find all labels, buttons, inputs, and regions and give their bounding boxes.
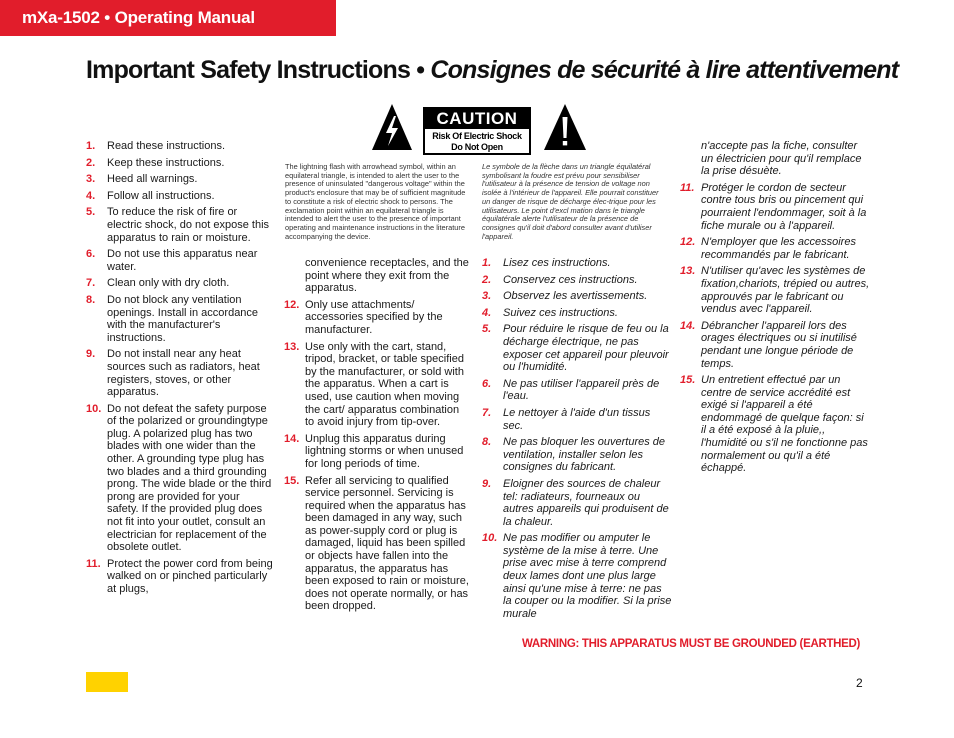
- exclamation-triangle-icon: [542, 102, 588, 152]
- lightning-triangle-icon: [370, 102, 414, 152]
- list-item: 4. Follow all instructions.: [86, 189, 215, 202]
- symbol-note-english: The lightning flash with arrowhead symbol, within an equilateral triangle, is intended to alert the user to the presence of uninsulated "dangerous voltage" within the product's enclosure that may be of sufficient magnitude to constitute a risk of electric shock to persons. The exclamation point within an equilateral triangle is intended to alert the user to the presence of important operating and maintenance instructions in the literature accompanying the device.: [285, 162, 466, 241]
- list-item: 15. Un entretient effectué par un centre de service accrédité est exigé si l'appareil a été endommagé de quelque façon: si il a été exposé à la pluie,, l'humidité ou s'il ne fonctionne pas normalement ou qu'il a été échappé.: [680, 374, 868, 475]
- list-item: 5. To reduce the risk of fire or electric shock, do not expose this apparatus to rain or moisture.: [86, 206, 270, 244]
- footer-color-block: [86, 672, 128, 692]
- english-instructions-column-1: [86, 140, 274, 600]
- list-item: 12. N'employer que les accessoires recommandés par le fabricant.: [680, 236, 856, 261]
- list-item: 2. Keep these instructions.: [86, 156, 225, 169]
- caution-label: [423, 107, 531, 155]
- list-item: 3. Observez les avertissements.: [482, 290, 648, 303]
- list-item: 15. Refer all servicing to qualified service personnel. Servicing is required when the apparatus has been damaged in any way, such as power-supply cord or plug is damaged, liquid has been spilled or objects have fallen into the apparatus, the apparatus has been exposed to rain or moisture, does not operate normally, or has been dropped.: [284, 474, 469, 613]
- caution-line-2: Do Not Open: [451, 141, 503, 152]
- list-item: 3. Heed all warnings.: [86, 173, 198, 186]
- list-item: 13. N'utiliser qu'avec les systèmes de fixation,chariots, trépied ou autres, approuvés par le fabricant ou vendus avec l'appareil.: [680, 265, 870, 316]
- list-item: 9. Eloigner des sources de chaleur tel: radiateurs, fourneaux ou autres appareils qui produisent de la chaleur.: [482, 477, 669, 528]
- list-item: 1. Read these instructions.: [86, 140, 226, 152]
- symbol-note-french: Le symbole de la flèche dans un triangle équilatéral symbolisant la foudre est prévu pour sensibiliser l'utilisateur à la présence de tension de voltage non isolée à l'intérieur de l'appareil. Elle pourrait constituer un danger de risque de décharge élec-trique pour les utilisateurs. Le point d'excl mation dans le triangle équilatérale alerte l'utilisateur de la présence de consignes qu'il doit d'abord consulter avant d'utiliser l'appareil.: [482, 162, 659, 241]
- page-title: [86, 56, 926, 85]
- list-item: 7. Clean only with dry cloth.: [86, 277, 230, 290]
- list-item: 14. Unplug this apparatus during lightning storms or when unused for long periods of time.: [284, 432, 464, 470]
- list-item: 8. Ne pas bloquer les ouvertures de ventilation, installer selon les consignes du fabricant.: [482, 436, 666, 474]
- list-item: 10. Ne pas modifier ou amputer le système de la mise à terre. Une prise avec mise à terre comprend deux lames dont une plus large ainsi qu'une mise à terre: ne pas la couper ou la modifier. Si la prise murale: [482, 532, 672, 620]
- list-item: 2. Conservez ces instructions.: [482, 273, 638, 286]
- list-item: 10. Do not defeat the safety purpose of the polarized or groundingtype plug. A polarized plug has two blades with one wider than the other. A grounding type plug has two blades and a third grounding prong. The wide blade or the third prong are provided for your safety. If the provided plug does not fit into your outlet, consult an electrician for replacement of the obsolete outlet.: [86, 402, 272, 554]
- list-item: 11. Protect the power cord from being walked on or pinched particularly at plugs,: [86, 557, 273, 595]
- continued-text: convenience receptacles, and the point where they exit from the apparatus.: [305, 257, 469, 295]
- list-item: 12. Only use attachments/ accessories specified by the manufacturer.: [284, 298, 443, 336]
- list-item: 5. Pour réduire le risque de feu ou la décharge électrique, ne pas exposer cet appareil pour pleuvoir ou l'humidité.: [482, 323, 669, 374]
- continued-text: n'accepte pas la fiche, consulter un électricien pour qu'il remplace la prise désuète.: [701, 140, 862, 178]
- french-instructions-column-1: [482, 257, 672, 624]
- list-item: 9. Do not install near any heat sources such as radiators, heat registers, stoves, or other apparatus.: [86, 348, 260, 399]
- list-item: 1. Lisez ces instructions.: [482, 257, 611, 269]
- manual-header-tab: [0, 0, 336, 36]
- page-title-english: Important Safety Instructions •: [86, 56, 425, 84]
- caution-line-1: Risk Of Electric Shock: [432, 131, 522, 141]
- list-item: 6. Do not use this apparatus near water.: [86, 248, 258, 273]
- list-item: 13. Use only with the cart, stand, tripod, bracket, or table specified by the manufacturer, or sold with the apparatus. When a cart is used, use caution when moving the cart/ apparatus combination to avoid injury from tip-over.: [284, 340, 464, 429]
- page-title-french: Consignes de sécurité à lire attentivement: [430, 56, 899, 84]
- manual-header-label: mXa-1502 • Operating Manual: [22, 8, 255, 27]
- grounding-warning: WARNING: THIS APPARATUS MUST BE GROUNDED (EARTHED): [522, 638, 861, 650]
- french-instructions-column-2: [680, 140, 870, 479]
- page-number: 2: [856, 676, 863, 690]
- list-item: 4. Suivez ces instructions.: [482, 306, 618, 319]
- list-item: 14. Débrancher l'appareil lors des orages électriques ou si inutilisé pendant une longue période de temps.: [680, 319, 857, 370]
- english-instructions-column-2: [284, 257, 470, 617]
- caution-heading: CAUTION: [425, 109, 529, 129]
- list-item: 8. Do not block any ventilation openings. Install in accordance with the manufacturer's instructions.: [86, 293, 259, 344]
- list-item: 11. Protéger le cordon de secteur contre tous bris ou pincement qui pourraient l'endommager, soit à la fiche murale ou à l'appareil.: [680, 181, 867, 232]
- list-item: 6. Ne pas utiliser l'appareil près de l'eau.: [482, 377, 660, 403]
- list-item: 7. Le nettoyer à l'aide d'un tissus sec.: [482, 406, 651, 432]
